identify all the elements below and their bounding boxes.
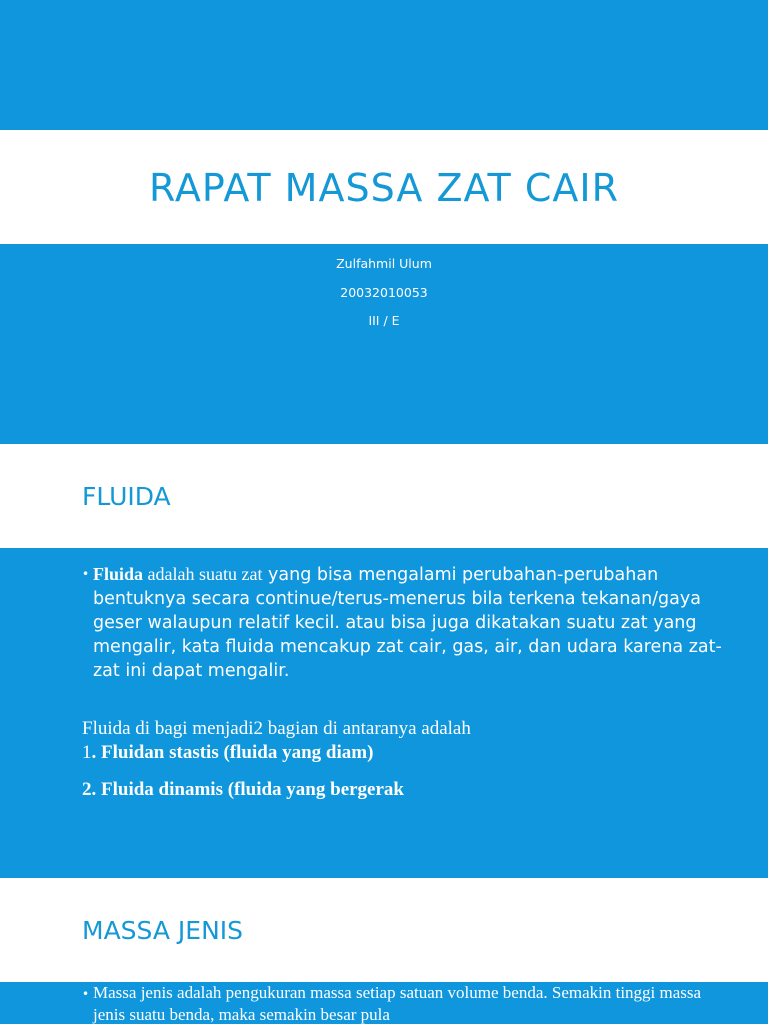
slide1-top-band (0, 0, 768, 130)
student-id: 20032010053 (340, 285, 428, 300)
slide2-heading: FLUIDA (82, 482, 171, 511)
massa-jenis-paragraph: Massa jenis adalah pengukuran massa setiap satuan volume benda. Semakin tinggi massa jenis suatu benda, maka semakin besar pula (93, 983, 702, 1024)
slide1-title-band (0, 130, 768, 244)
fluida-item-2: 2. Fluida dinamis (fluida yang bergerak (82, 779, 404, 800)
fluida-def-serif: adalah suatu zat (143, 564, 263, 584)
slide2-title-band (0, 444, 768, 548)
slide2-body (0, 548, 768, 878)
slide3-title-band (0, 878, 768, 982)
bullet-icon: • (82, 987, 90, 1001)
bullet-icon: • (82, 567, 90, 581)
item1-number: 1 (82, 742, 92, 763)
slide3-body (0, 982, 768, 1024)
item1-text: . Fluidan stastis (fluida yang diam) (91, 742, 374, 763)
slide3-heading: MASSA JENIS (82, 916, 244, 945)
fluida-paragraph (93, 562, 730, 683)
class-label: III / E (368, 313, 400, 328)
fluida-term: Fluida (93, 564, 144, 584)
slide1-subtitle-band (0, 244, 768, 444)
fluida-item-1 (82, 741, 738, 765)
author-name: Zulfahmil Ulum (336, 256, 432, 271)
fluida-def-sans: yang bisa mengalami perubahan-perubahan bentuknya secara continue/terus-menerus bila terkena tekanan/gaya geser walaupun relatif kecil. atau bisa juga dikatakan suatu zat yang mengalir, kata fluida mencakup zat cair, gas, air, dan udara karena zat-zat ini dapat mengalir. (93, 565, 722, 681)
fluida-intro: Fluida di bagi menjadi2 bagian di antaranya adalah (82, 718, 471, 739)
slide1-title: RAPAT MASSA ZAT CAIR (149, 166, 619, 210)
